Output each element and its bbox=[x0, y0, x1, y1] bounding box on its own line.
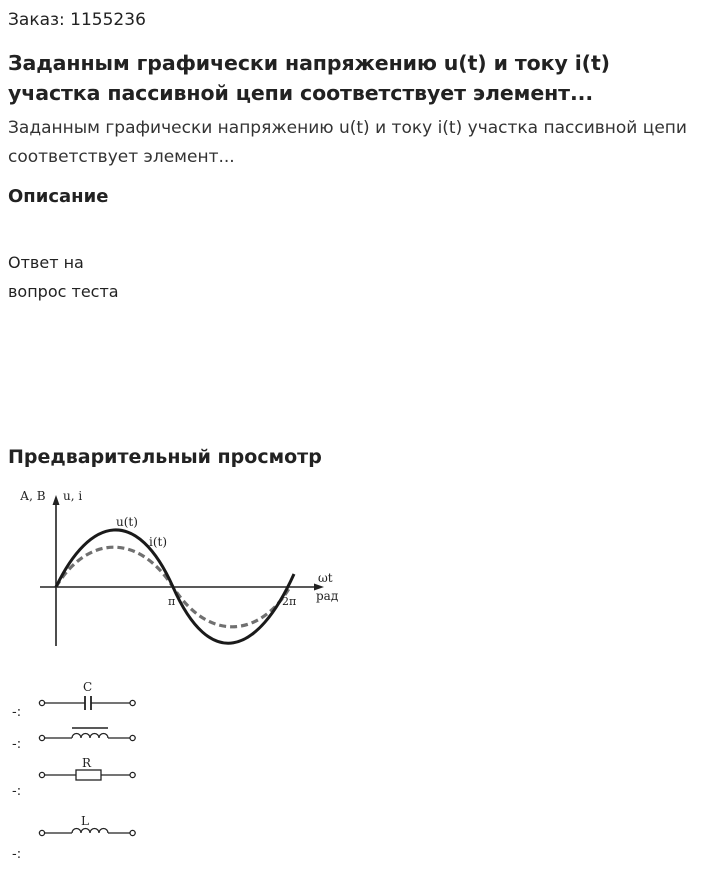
resistor-label: R bbox=[82, 756, 92, 770]
option-resistor[interactable] bbox=[12, 756, 135, 799]
i-curve-label: i(t) bbox=[149, 535, 168, 549]
y-axis-arrow bbox=[53, 495, 60, 505]
option-inductor-core[interactable] bbox=[12, 728, 135, 752]
description-line-1: Ответ на bbox=[8, 253, 84, 272]
tick-pi: π bbox=[168, 595, 176, 608]
capacitor-icon bbox=[39, 696, 135, 710]
description-heading: Описание bbox=[8, 186, 109, 207]
option-inductor[interactable] bbox=[12, 814, 135, 862]
x-axis-unit: рад bbox=[316, 589, 339, 603]
order-number: Заказ: 1155236 bbox=[8, 10, 146, 30]
option-capacitor[interactable] bbox=[12, 680, 135, 720]
option-marker: -: bbox=[12, 784, 22, 799]
resistor-icon bbox=[39, 770, 135, 780]
option-marker: -: bbox=[12, 847, 22, 862]
inductor-core-icon bbox=[39, 728, 135, 741]
inductor-label: L bbox=[81, 814, 89, 828]
option-marker: -: bbox=[12, 737, 22, 752]
capacitor-label: C bbox=[83, 680, 93, 694]
preview-figure bbox=[0, 478, 400, 873]
inductor-icon bbox=[39, 829, 135, 836]
tick-2pi: 2π bbox=[282, 595, 297, 608]
preview-heading: Предварительный просмотр bbox=[8, 446, 322, 468]
page-subtitle: Заданным графически напряжению u(t) и току i(t) участка пассивной цепи соответствует элемент... bbox=[8, 118, 687, 167]
y-axis-label: А, В bbox=[20, 489, 46, 503]
option-marker: -: bbox=[12, 705, 22, 720]
y-axis-vars: u, i bbox=[63, 489, 83, 503]
description-body bbox=[8, 248, 208, 306]
u-curve-label: u(t) bbox=[116, 515, 138, 529]
graph-axes bbox=[40, 495, 324, 646]
x-axis-label: ωt bbox=[318, 571, 333, 585]
page-title: Заданным графически напряжению u(t) и току i(t) участка пассивной цепи соответствует элемент... bbox=[8, 51, 610, 105]
description-line-2: вопрос теста bbox=[8, 282, 119, 301]
